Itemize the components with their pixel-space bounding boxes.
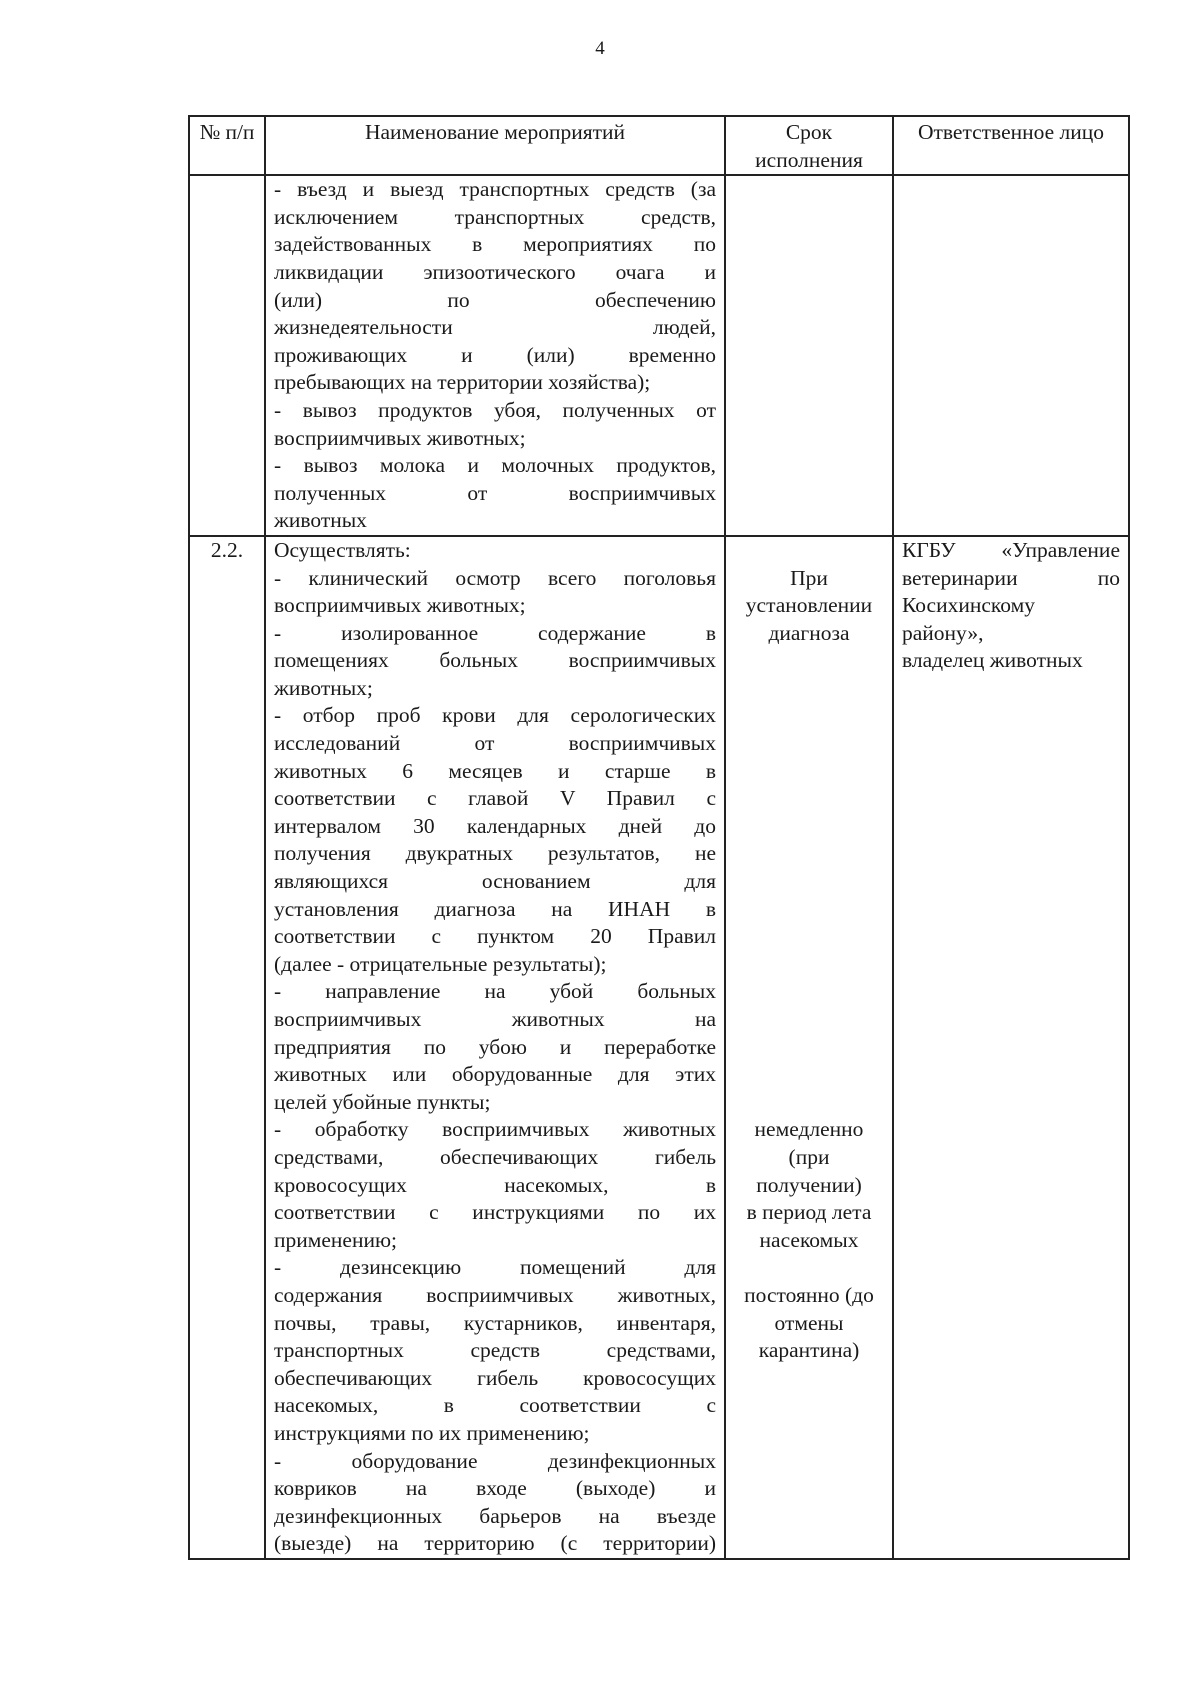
text-line: Осуществлять: bbox=[274, 537, 411, 562]
term-gap bbox=[734, 978, 884, 1006]
header-name: Наименование мероприятий bbox=[265, 116, 725, 175]
term-gap bbox=[734, 1061, 884, 1089]
text-line: насекомых, в соответствии с bbox=[274, 1393, 716, 1418]
term-gap bbox=[734, 730, 884, 758]
term-line: (при bbox=[788, 1144, 830, 1169]
text-line: - отбор проб крови для серологических bbox=[274, 703, 716, 728]
text-line: животных 6 месяцев и старше в bbox=[274, 758, 716, 783]
term-line: карантина) bbox=[758, 1338, 860, 1363]
text-line: исключением транспортных средств, bbox=[274, 204, 716, 229]
text-line: животных bbox=[274, 508, 367, 533]
text-line: - обработку восприимчивых животных bbox=[274, 1117, 716, 1142]
page-number: 4 bbox=[595, 38, 605, 59]
text-line: почвы, травы, кустарников, инвентаря, bbox=[274, 1310, 716, 1335]
term-gap bbox=[734, 868, 884, 896]
text-line: (или) по обеспечению bbox=[274, 287, 716, 312]
text-line: применению; bbox=[274, 1227, 398, 1252]
header-responsible: Ответственное лицо bbox=[893, 116, 1129, 175]
text-line: - въезд и выезд транспортных средств (за bbox=[274, 177, 716, 202]
row-number bbox=[189, 175, 265, 536]
text-line: исследований от восприимчивых bbox=[274, 731, 716, 756]
text-line: - оборудование дезинфекционных bbox=[274, 1448, 716, 1473]
text-line: ликвидации эпизоотического очага и bbox=[274, 259, 716, 284]
text-line: установления диагноза на ИНАН в bbox=[274, 896, 716, 921]
term-line: насекомых bbox=[759, 1227, 859, 1252]
text-line: получения двукратных результатов, не bbox=[274, 841, 716, 866]
term-gap bbox=[734, 1089, 884, 1117]
term-gap bbox=[734, 1034, 884, 1062]
measure-text bbox=[265, 536, 725, 1559]
text-line: обеспечивающих гибель кровососущих bbox=[274, 1365, 716, 1390]
text-line: соответствии с пунктом 20 Правил bbox=[274, 924, 716, 949]
text-line: - клинический осмотр всего поголовья bbox=[274, 565, 716, 590]
text-line: транспортных средств средствами, bbox=[274, 1338, 716, 1363]
term-line: диагноза bbox=[768, 620, 850, 645]
term-line: отмены bbox=[774, 1310, 844, 1335]
text-line: помещениях больных восприимчивых bbox=[274, 648, 716, 673]
term-line: При bbox=[790, 565, 828, 590]
row-number: 2.2. bbox=[189, 536, 265, 1559]
term-cell bbox=[725, 175, 893, 536]
term-gap bbox=[734, 1254, 884, 1282]
text-line: (выезде) на территорию (с территории) bbox=[274, 1531, 716, 1556]
text-line: соответствии с главой V Правил с bbox=[274, 786, 716, 811]
text-line: - дезинсекцию помещений для bbox=[274, 1255, 716, 1280]
term-gap bbox=[734, 951, 884, 979]
text-line: КГБУ «Управление bbox=[902, 537, 1120, 562]
text-line: содержания восприимчивых животных, bbox=[274, 1282, 716, 1307]
table-row bbox=[189, 536, 1129, 1559]
term-line: немедленно bbox=[754, 1117, 864, 1142]
term-line: постоянно (до bbox=[744, 1282, 874, 1307]
responsible-cell bbox=[893, 175, 1129, 536]
text-line: задействованных в мероприятиях по bbox=[274, 232, 716, 257]
text-line: целей убойные пункты; bbox=[274, 1089, 491, 1114]
term-line: получении) bbox=[756, 1172, 862, 1197]
term-gap bbox=[734, 537, 884, 565]
text-line: восприимчивых животных; bbox=[274, 593, 526, 618]
text-line: дезинфекционных барьеров на въезде bbox=[274, 1503, 716, 1528]
text-line: средствами, обеспечивающих гибель bbox=[274, 1144, 716, 1169]
term-gap bbox=[734, 813, 884, 841]
text-line: соответствии с инструкциями по их bbox=[274, 1200, 716, 1225]
text-line: кровососущих насекомых, в bbox=[274, 1172, 716, 1197]
text-line: ковриков на входе (выходе) и bbox=[274, 1476, 716, 1501]
table-header-row bbox=[189, 116, 1129, 175]
term-line: в период лета bbox=[746, 1200, 872, 1225]
term-gap bbox=[734, 702, 884, 730]
text-line: жизнедеятельности людей, bbox=[274, 315, 716, 340]
text-line: району», bbox=[902, 620, 984, 645]
measure-text bbox=[265, 175, 725, 536]
text-line: Косихинскому bbox=[902, 593, 1035, 618]
text-line: - направление на убой больных bbox=[274, 979, 716, 1004]
text-line: пребывающих на территории хозяйства); bbox=[274, 370, 651, 395]
term-gap bbox=[734, 1006, 884, 1034]
text-line: восприимчивых животных на bbox=[274, 1007, 716, 1031]
text-line: ветеринарии по bbox=[902, 565, 1120, 590]
text-line: - изолированное содержание в bbox=[274, 620, 716, 645]
responsible-cell bbox=[893, 536, 1129, 1559]
text-line: животных или оборудованные для этих bbox=[274, 1062, 716, 1087]
term-gap bbox=[734, 675, 884, 703]
text-line: интервалом 30 календарных дней до bbox=[274, 813, 716, 838]
term-line: установлении bbox=[745, 593, 873, 618]
term-gap bbox=[734, 896, 884, 924]
text-line: - вывоз молока и молочных продуктов, bbox=[274, 453, 716, 478]
text-line: владелец животных bbox=[902, 648, 1083, 673]
text-line: инструкциями по их применению; bbox=[274, 1420, 590, 1445]
term-cell bbox=[725, 536, 893, 1559]
term-gap bbox=[734, 785, 884, 813]
term-gap bbox=[734, 923, 884, 951]
text-line: - вывоз продуктов убоя, полученных от bbox=[274, 397, 716, 422]
text-line: полученных от восприимчивых bbox=[274, 480, 716, 505]
text-line: являющихся основанием для bbox=[274, 869, 716, 894]
term-gap bbox=[734, 758, 884, 786]
text-line: (далее - отрицательные результаты); bbox=[274, 951, 607, 976]
text-line: предприятия по убою и переработке bbox=[274, 1034, 716, 1059]
header-num: № п/п bbox=[189, 116, 265, 175]
header-term: Срок исполнения bbox=[725, 116, 893, 175]
text-line: проживающих и (или) временно bbox=[274, 342, 716, 367]
measures-table bbox=[188, 115, 1130, 1560]
table-row bbox=[189, 175, 1129, 536]
text-line: восприимчивых животных; bbox=[274, 425, 526, 450]
term-gap bbox=[734, 647, 884, 675]
term-gap bbox=[734, 840, 884, 868]
text-line: животных; bbox=[274, 675, 373, 700]
